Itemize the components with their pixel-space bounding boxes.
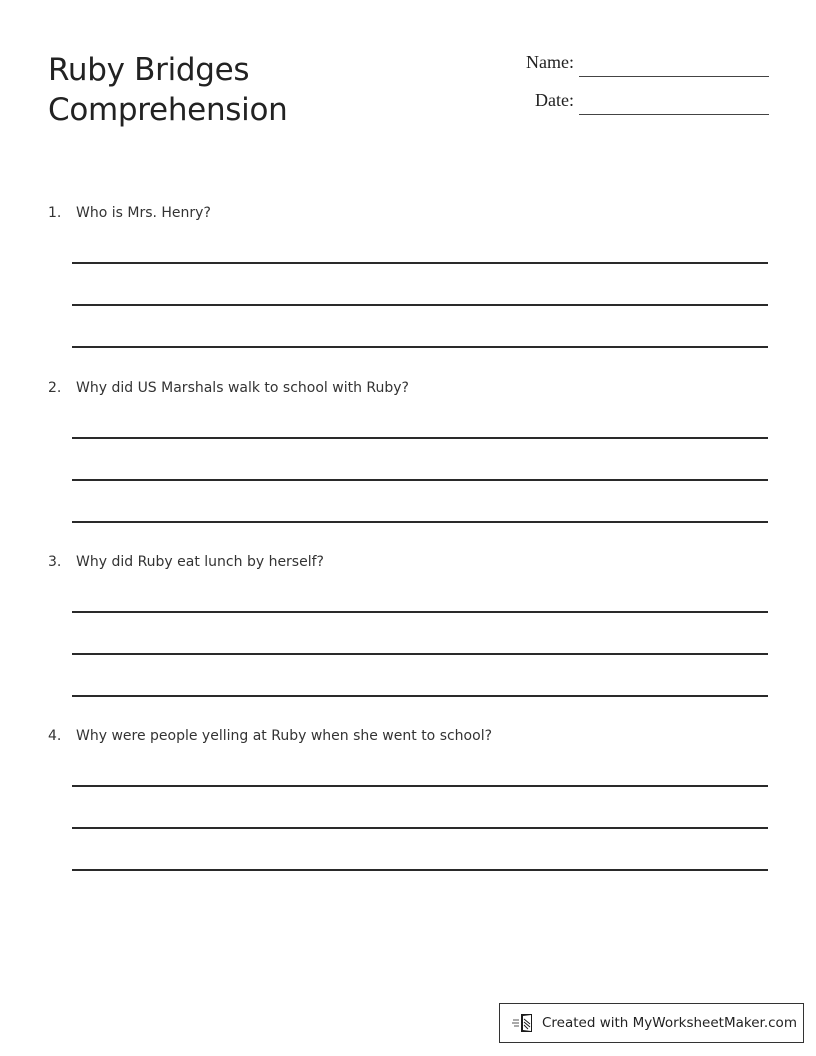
answer-line[interactable]: [72, 695, 768, 697]
name-field: [480, 52, 770, 82]
answer-line[interactable]: [72, 262, 768, 264]
question-text: Why did Ruby eat lunch by herself?: [76, 554, 324, 570]
question-text: Who is Mrs. Henry?: [76, 205, 211, 221]
answer-line[interactable]: [72, 521, 768, 523]
question-text: Why were people yelling at Ruby when she went to school?: [76, 728, 493, 744]
name-label: Name:: [526, 52, 574, 72]
date-blank-line[interactable]: [579, 114, 769, 115]
answer-line[interactable]: [72, 785, 768, 787]
created-with-badge[interactable]: [499, 1003, 804, 1043]
question-number: 1.: [48, 205, 62, 221]
title-line-2: Comprehension: [48, 92, 288, 128]
answer-line[interactable]: [72, 611, 768, 613]
date-field: [480, 90, 770, 120]
question-number: 2.: [48, 380, 62, 396]
name-blank-line[interactable]: [579, 76, 769, 77]
answer-line[interactable]: [72, 827, 768, 829]
date-label: Date:: [535, 90, 574, 110]
page-title: [48, 50, 287, 130]
answer-line[interactable]: [72, 346, 768, 348]
answer-line[interactable]: [72, 304, 768, 306]
worksheet-maker-logo-icon: [512, 1012, 536, 1034]
answer-line[interactable]: [72, 479, 768, 481]
answer-line[interactable]: [72, 653, 768, 655]
question-number: 4.: [48, 728, 62, 744]
title-line-1: Ruby Bridges: [48, 52, 250, 88]
question-number: 3.: [48, 554, 62, 570]
question-text: Why did US Marshals walk to school with Ruby?: [76, 380, 409, 396]
footer-text: Created with MyWorksheetMaker.com: [542, 1015, 797, 1031]
answer-line[interactable]: [72, 437, 768, 439]
answer-line[interactable]: [72, 869, 768, 871]
